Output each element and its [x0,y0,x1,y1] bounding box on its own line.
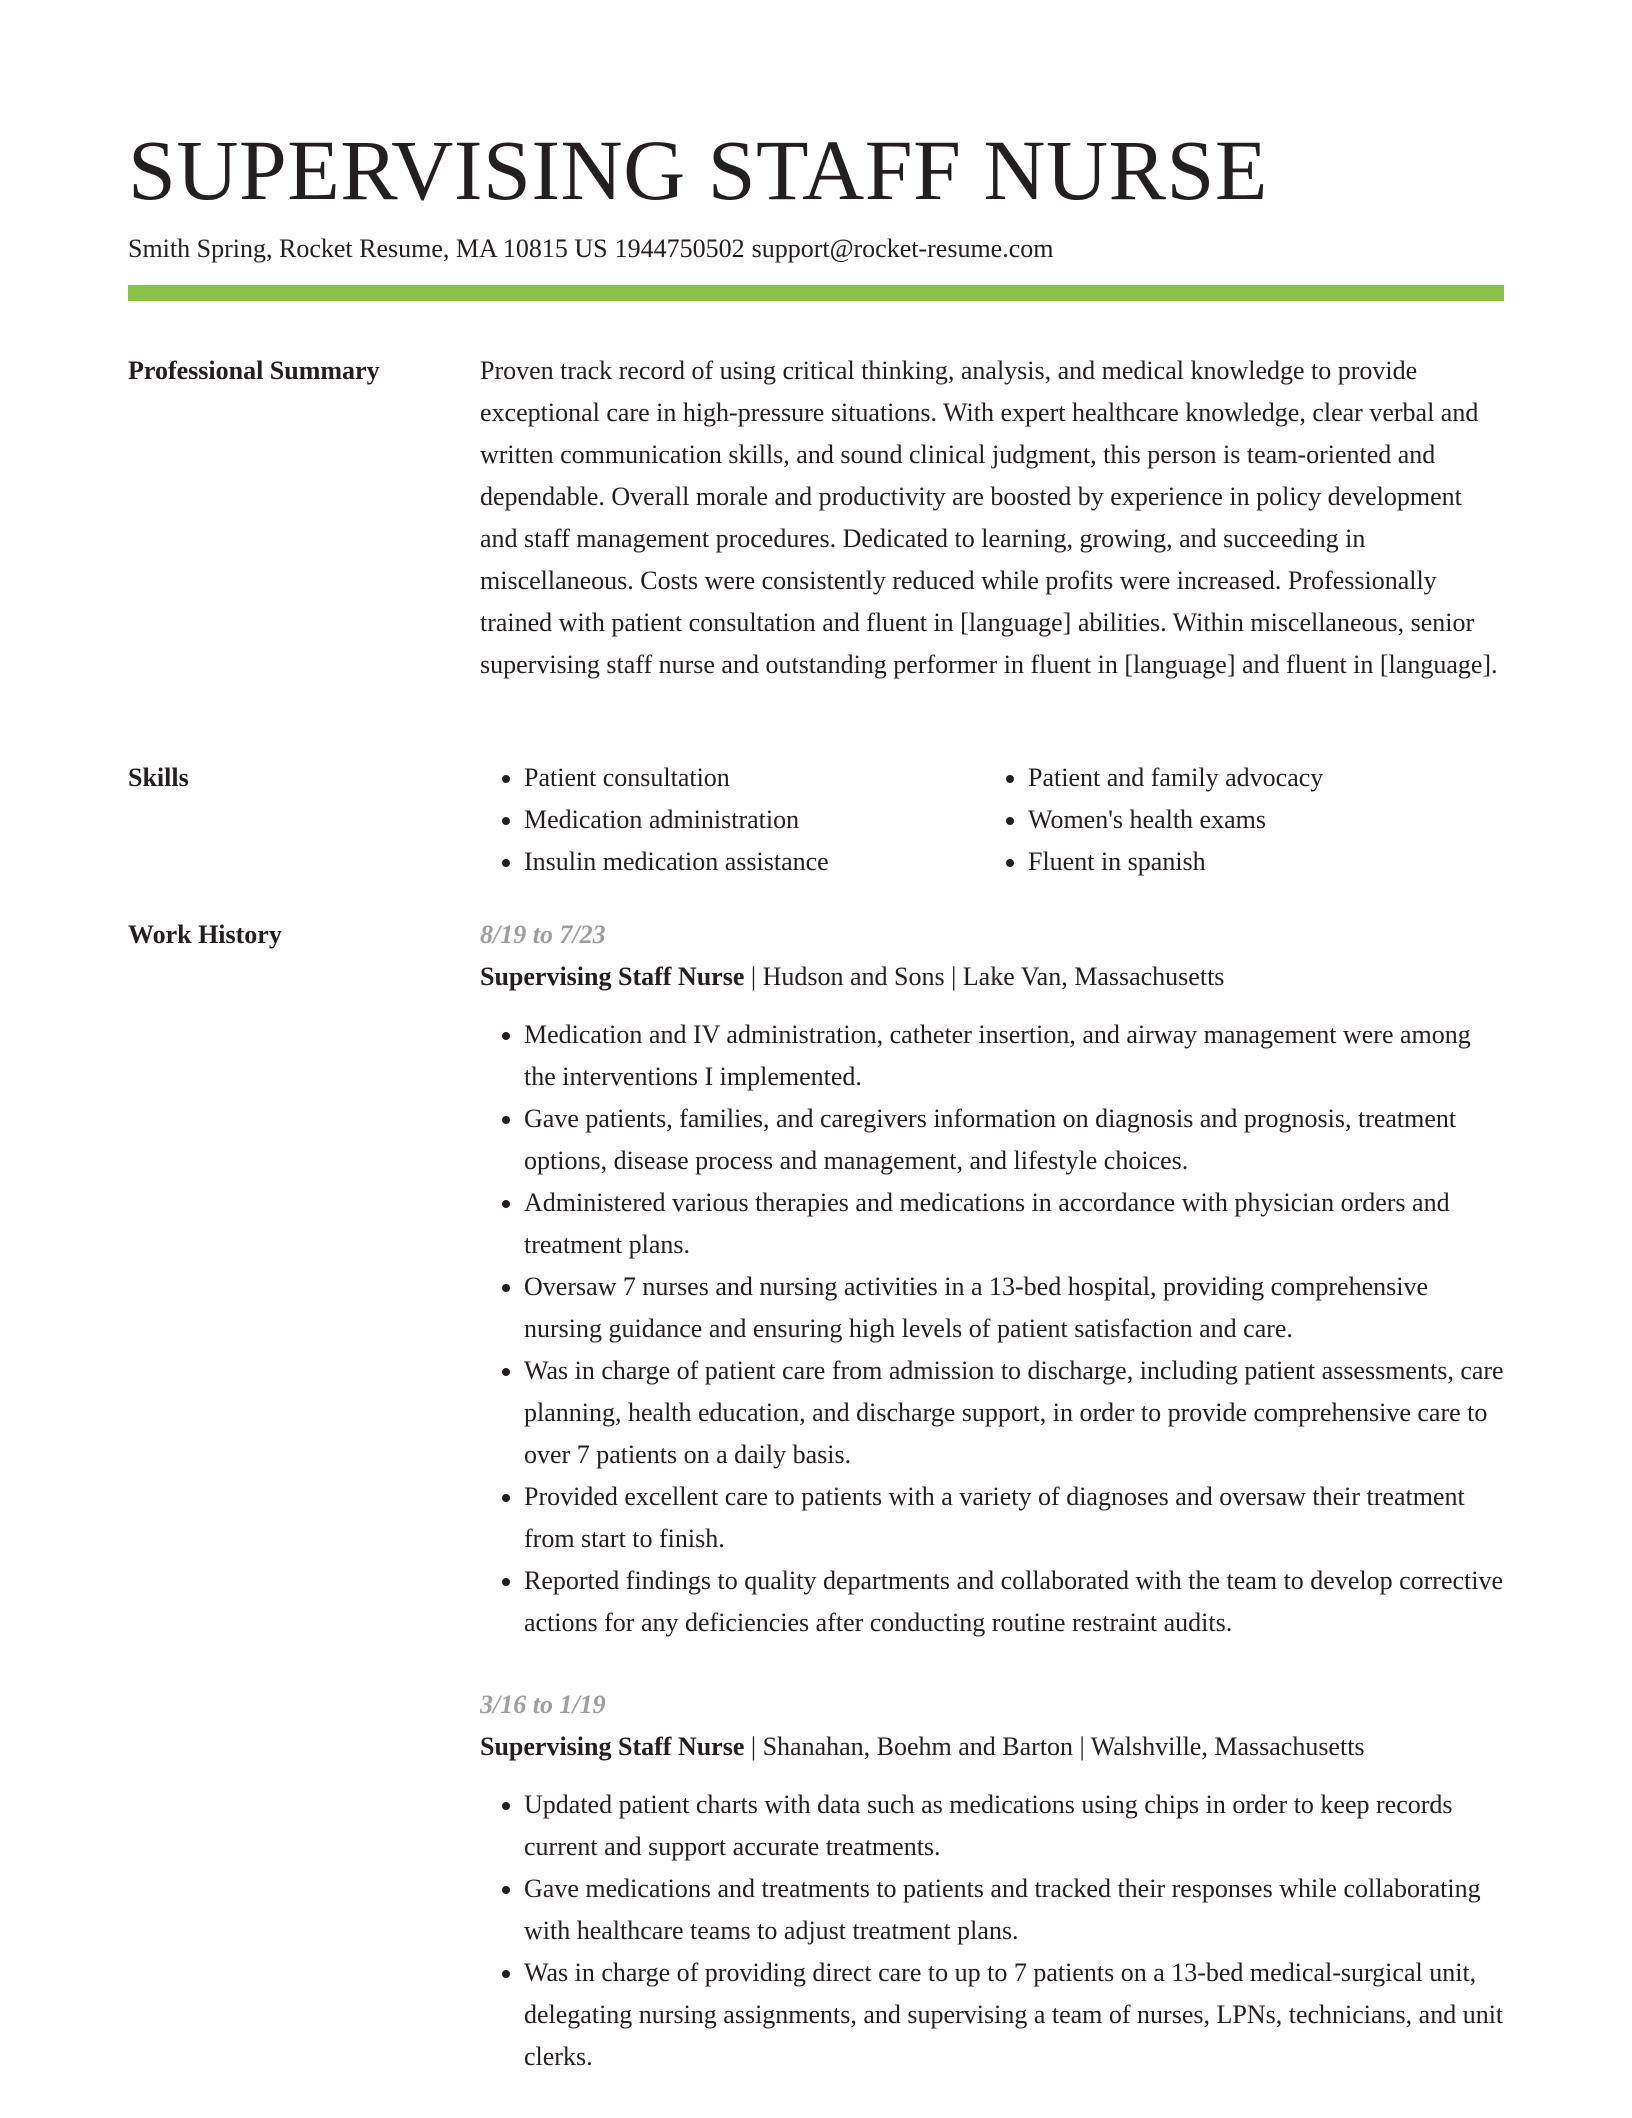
job-employer-location: | Hudson and Sons | Lake Van, Massachusetts [744,962,1225,991]
skills-column-right [984,757,1488,883]
job-bullet: • Gave medications and treatments to patients and tracked their responses while collaborating with healthcare teams to adjust treatment plans. [524,1868,1504,1952]
job-bullet: • Updated patient charts with data such as medications using chips in order to keep records current and support accurate treatments. [524,1784,1504,1868]
job-bullet: • Was in charge of providing direct care to up to 7 patients on a 13-bed medical-surgical unit, delegating nursing assignments, and supervising a team of nurses, LPNs, technicians, and unit clerks. [524,1952,1504,2078]
work-history-label: Work History [128,920,282,949]
job-title: Supervising Staff Nurse [480,1732,745,1761]
job-entry [480,1684,1504,2078]
job-bullet: • Oversaw 7 nurses and nursing activities in a 13-bed hospital, providing comprehensive nursing guidance and ensuring high levels of patient satisfaction and care. [524,1266,1504,1350]
job-employer-location: | Shanahan, Boehm and Barton | Walshville, Massachusetts [744,1732,1365,1761]
skills-column-left [480,757,984,883]
contact-address: Smith Spring, Rocket Resume, MA 10815 US [128,234,608,263]
job-title: Supervising Staff Nurse [480,962,745,991]
skills-label: Skills [128,763,189,792]
skill-item: • Medication administration [524,799,984,841]
job-bullet: • Administered various therapies and medications in accordance with physician orders and treatment plans. [524,1182,1504,1266]
job-dates: 8/19 to 7/23 [480,920,606,949]
job-bullet: • Medication and IV administration, catheter insertion, and airway management were among the interventions I implemented. [524,1014,1504,1098]
skill-item: • Patient and family advocacy [1028,757,1488,799]
contact-email: support@rocket-resume.com [751,234,1054,263]
job-bullet: • Reported findings to quality departments and collaborated with the team to develop corrective actions for any deficiencies after conducting routine restraint audits. [524,1560,1504,1644]
header-divider [128,285,1504,301]
work-history-body [480,914,1504,2118]
job-dates: 3/16 to 1/19 [480,1690,606,1719]
job-heading [480,1726,1504,1768]
job-bullet: • Gave patients, families, and caregivers information on diagnosis and prognosis, treatment options, disease process and management, and lifestyle choices. [524,1098,1504,1182]
skill-item: • Fluent in spanish [1028,841,1488,883]
job-bullet: • Was in charge of patient care from admission to discharge, including patient assessments, care planning, health education, and discharge support, in order to provide comprehensive care to over 7 patients on a daily basis. [524,1350,1504,1476]
summary-body [480,350,1504,686]
skill-item: • Patient consultation [524,757,984,799]
contact-phone: 1944750502 [614,234,745,263]
contact-line [128,232,1054,266]
job-entry [480,914,1504,1644]
job-bullet: • Provided excellent care to patients with a variety of diagnoses and oversaw their treatment from start to finish. [524,1476,1504,1560]
skill-item: • Insulin medication assistance [524,841,984,883]
skills-body [480,757,1504,883]
job-bullet-list [480,1784,1504,2078]
job-bullet-list [480,1014,1504,1644]
job-heading [480,956,1504,998]
summary-label: Professional Summary [128,356,380,385]
summary-text: Proven track record of using critical thinking, analysis, and medical knowledge to provide exceptional care in high-pressure situations. With expert healthcare knowledge, clear verbal and written communication skills, and sound clinical judgment, this person is team-oriented and dependable. Overall morale and productivity are boosted by experience in policy development and staff management procedures. Dedicated to learning, growing, and succeeding in miscellaneous. Costs were consistently reduced while profits were increased. Professionally trained with patient consultation and fluent in [language] abilities. Within miscellaneous, senior supervising staff nurse and outstanding performer in fluent in [language] and fluent in [language]. [480,356,1498,679]
resume-title: SUPERVISING STAFF NURSE [128,122,1268,218]
skill-item: • Women's health exams [1028,799,1488,841]
